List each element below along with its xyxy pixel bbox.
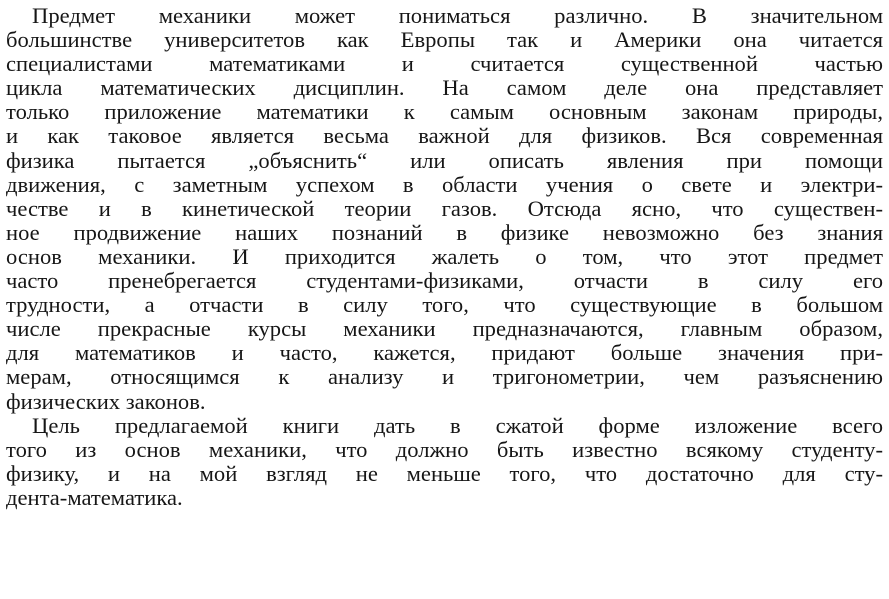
text-line: большинстве университетов как Европы так и Америки она читается bbox=[6, 28, 883, 53]
text-line: ное продвижение наших познаний в физике невозможно без знания bbox=[6, 220, 883, 245]
text-line: того из основ механики, что должно быть известно всякому студенту- bbox=[6, 437, 883, 462]
text-line: движения, с заметным успехом в области учения о свете и электри- bbox=[6, 172, 883, 197]
text-line: специалистами математиками и считается существенной частью bbox=[6, 52, 883, 77]
text-line: числе прекрасные курсы механики предназначаются, главным образом, bbox=[6, 317, 883, 342]
book-page bbox=[6, 4, 883, 594]
text-line: трудности, а отчасти в силу того, что существующие в большом bbox=[6, 293, 883, 318]
paragraph-2 bbox=[6, 414, 883, 510]
text-line: физических законов. bbox=[6, 389, 206, 414]
text-line: честве и в кинетической теории газов. Отсюда ясно, что существен- bbox=[6, 196, 883, 221]
text-line: Цель предлагаемой книги дать в сжатой форме изложение всего bbox=[32, 413, 883, 438]
text-line: физика пытается „объяснить“ или описать явления при помощи bbox=[6, 148, 883, 173]
paragraph-1 bbox=[6, 4, 883, 414]
text-line: дента-математика. bbox=[6, 485, 183, 510]
text-line: и как таковое является весьма важной для физиков. Вся современная bbox=[6, 124, 883, 149]
text-line: только приложение математики к самым основным законам природы, bbox=[6, 100, 883, 125]
text-line: мерам, относящимся к анализу и тригонометрии, чем разъяснению bbox=[6, 365, 883, 390]
text-line: физику, и на мой взгляд не меньше того, что достаточно для сту- bbox=[6, 461, 883, 486]
text-line: часто пренебрегается студентами-физиками, отчасти в силу его bbox=[6, 269, 883, 294]
text-line: основ механики. И приходится жалеть о том, что этот предмет bbox=[6, 244, 883, 269]
text-line: Предмет механики может пониматься различно. В значительном bbox=[32, 4, 883, 28]
text-line: цикла математических дисциплин. На самом деле она представляет bbox=[6, 76, 883, 101]
text-line: для математиков и часто, кажется, придают больше значения при- bbox=[6, 341, 883, 366]
